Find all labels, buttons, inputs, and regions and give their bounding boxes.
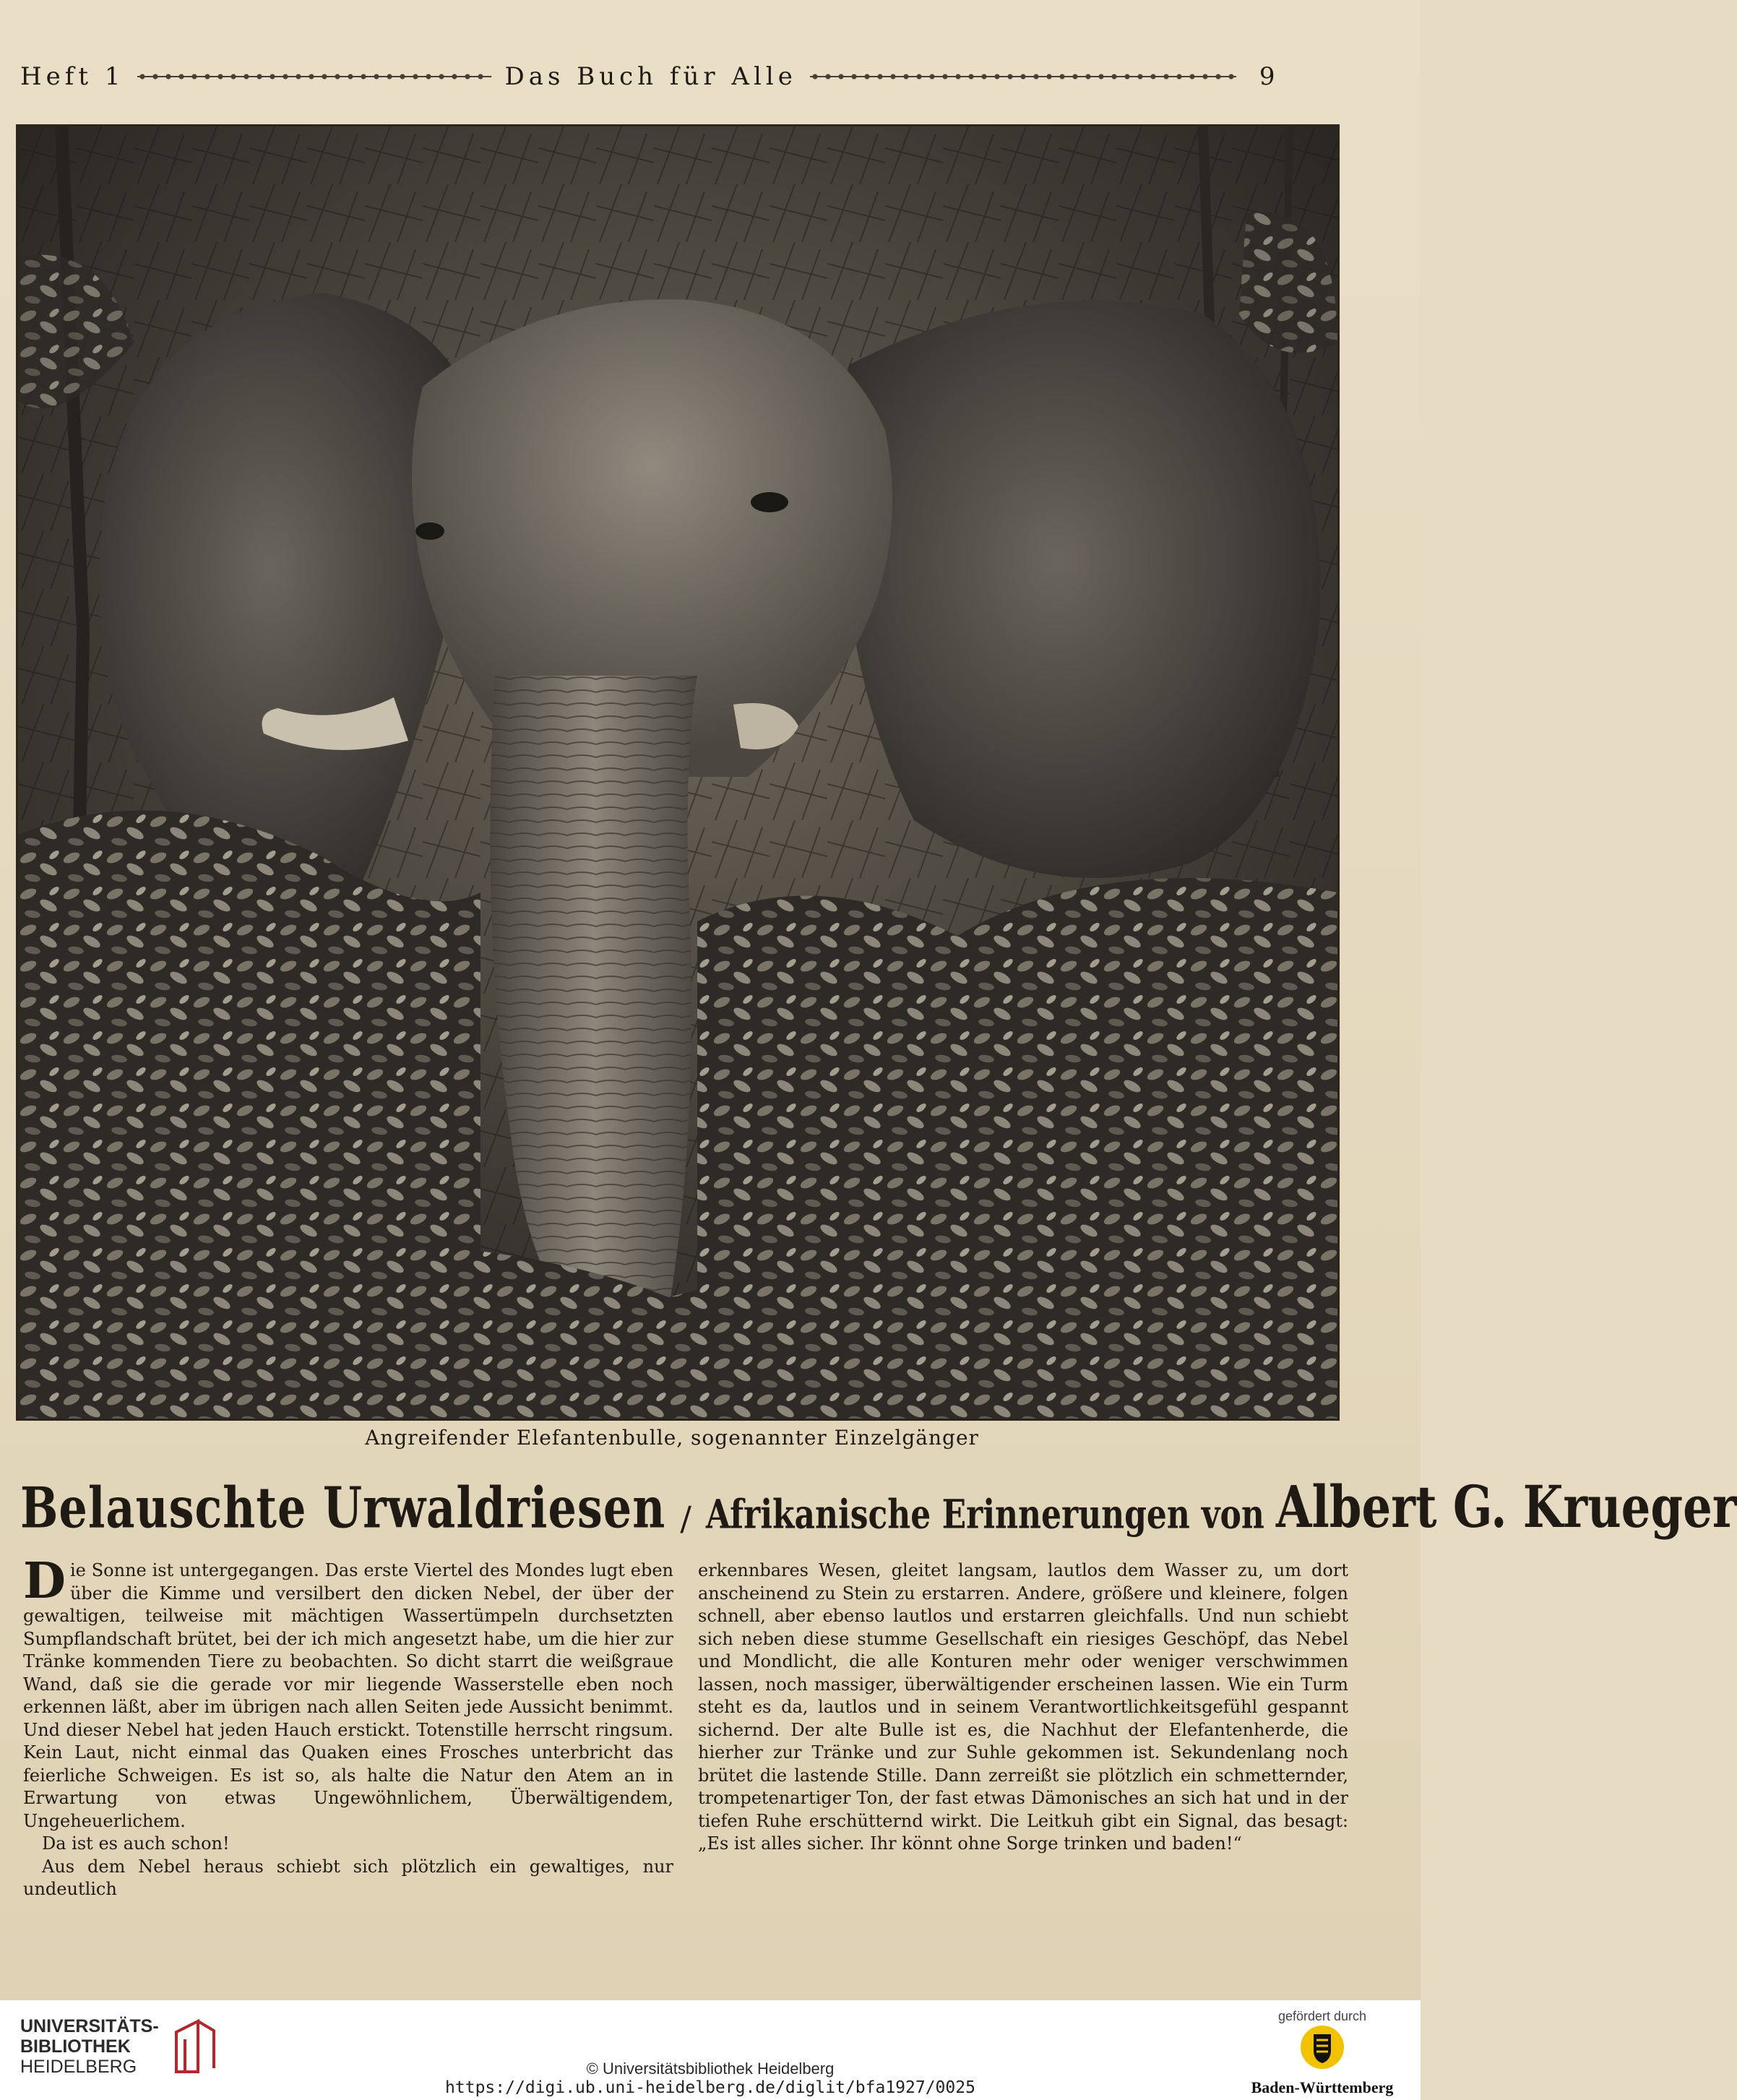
library-name-line2: BIBLIOTHEK bbox=[20, 2036, 131, 2057]
headline-separator: / bbox=[680, 1499, 691, 1538]
ornament-rule-left bbox=[137, 72, 491, 82]
sponsor-name: Baden-Württemberg bbox=[1251, 2078, 1394, 2096]
paragraph-text: ie Sonne ist untergegangen. Das erste Viertel des Mondes lugt eben über die Kimme und versilbert den dicken Nebel, der über der gewaltigen, teilweise mit mächtigen Wassertümpeln durchsetzten Sumpflandschaft brütet, bei der ich mich angesetzt habe, um die hier zur Tränke kommenden Tiere zu beobachten. So dicht starrt die weißgraue Wand, daß sie die gerade vor mir liegende Wasserstelle eben noch erkennen läßt, aber im übrigen nach allen Seiten jede Aussicht benimmt. Und dieser Nebel hat jeden Hauch erstickt. Totenstille herrscht ringsum. Kein Laut, nicht einmal das Quaken eines Frosches unterbricht das feierliche Schweigen. Es ist so, als halte die Natur den Atem an in Erwartung von etwas Ungewöhnlichem, Überwältigendem, Ungeheuerlichem. bbox=[23, 1560, 673, 1831]
headline-author: Albert G. Krueger bbox=[1275, 1473, 1737, 1541]
article-column-left bbox=[23, 1552, 673, 1901]
drop-cap: D bbox=[23, 1552, 66, 1610]
library-name-line1: UNIVERSITÄTS- bbox=[20, 2016, 159, 2036]
paragraph: erkennbares Wesen, gleitet langsam, lautlos dem Wasser zu, um dort anscheinend zu Stein zu erstarren. Andere, größere und kleinere, folgen schnell, aber ebenso lautlos und erstarren gleichfalls. Und nun schiebt sich neben diese stumme Gesellschaft ein riesiges Geschöpf, das Nebel und Mondlicht, die alle Konturen mehr oder weniger verschwimmen lassen, noch massiger, überwältigender erscheinen lassen. Wie ein Turm steht es da, lautlos und in seinem Verantwortlichkeitsgefühl gespannt sichernd. Der alte Bulle ist es, die Nachhut der Elefantenherde, die hierher zur Tränke und zur Suhle gekommen ist. Sekundenlang noch brütet die lastende Stille. Dann zerreißt sie plötzlich ein schmetternder, trompetenartiger Ton, der fast etwas Dämonisches an sich hat und in der tiefen Ruhe erschütternd wirkt. Die Leitkuh gibt ein Signal, das besagt: „Es ist alles sicher. Ihr könnt ohne Sorge trinken und baden!“ bbox=[698, 1560, 1348, 1854]
sponsor-block[interactable] bbox=[1250, 2009, 1395, 2097]
copyright-notice: © Universitätsbibliothek Heidelberg bbox=[586, 2060, 835, 2078]
paragraph: Da ist es auch schon! bbox=[42, 1833, 230, 1854]
library-name-line3: HEIDELBERG bbox=[20, 2057, 137, 2077]
article-headline bbox=[20, 1473, 1737, 1545]
headline-subtitle: Afrikanische Erinnerungen bbox=[705, 1492, 1190, 1538]
digitization-footer bbox=[0, 2000, 1421, 2100]
permalink[interactable]: https://digi.ub.uni-heidelberg.de/diglit/bfa1927/0025 bbox=[445, 2078, 975, 2097]
sponsor-label: gefördert durch bbox=[1277, 2009, 1367, 2023]
article-column-right bbox=[698, 1559, 1348, 1856]
issue-label: Heft 1 bbox=[20, 62, 125, 91]
elephant-photo-image bbox=[18, 126, 1337, 1419]
photo-caption: Angreifender Elefantenbulle, sogenannter Einzelgänger bbox=[365, 1426, 979, 1450]
coat-of-arms-icon bbox=[1299, 2024, 1345, 2070]
magazine-title: Das Buch für Alle bbox=[504, 62, 797, 91]
elephant-photograph bbox=[16, 124, 1340, 1421]
paragraph bbox=[23, 1552, 673, 1833]
paragraph: Aus dem Nebel heraus schiebt sich plötzlich ein gewaltiges, nur undeutlich bbox=[23, 1856, 673, 1899]
page-number: 9 bbox=[1259, 62, 1280, 91]
headline-main: Belauschte Urwaldriesen bbox=[20, 1474, 666, 1541]
ornament-rule-right bbox=[810, 72, 1236, 82]
headline-von: von bbox=[1201, 1492, 1264, 1538]
running-head bbox=[20, 61, 1335, 92]
